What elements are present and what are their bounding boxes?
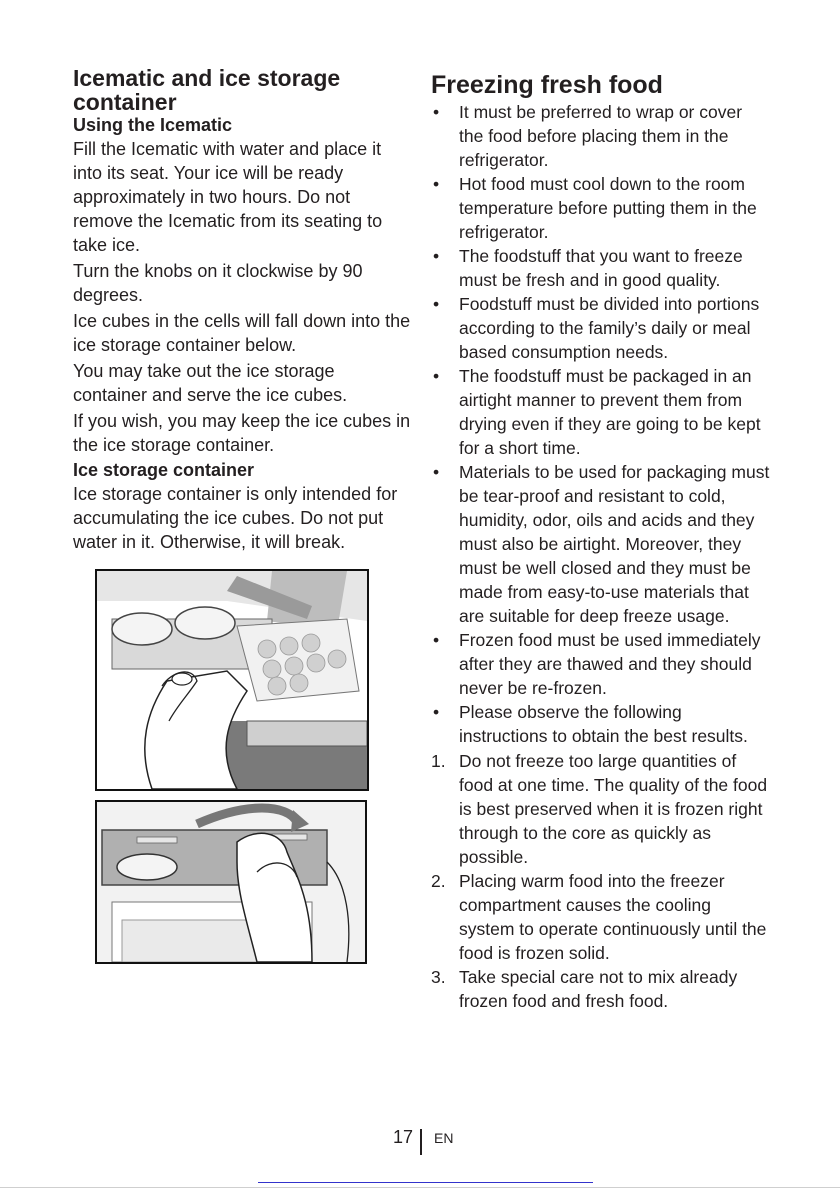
list-item: • It must be preferred to wrap or cover the food before placing them in the refrigerator. <box>431 100 771 172</box>
item-text: Take special care not to mix already frozen food and fresh food. <box>459 967 738 1011</box>
footer-divider <box>420 1129 422 1155</box>
using-icematic-heading: Using the Icematic <box>73 115 233 135</box>
list-item: • Materials to be used for packaging must be tear-proof and resistant to cold, humidity, odor, oils and acids and they must also be airtight. Moreover, they must be well closed and they must be made from easy-to-use materials that are suitable for deep freeze usage. <box>431 460 771 628</box>
list-item: • Please observe the following instructions to obtain the best results. <box>431 700 771 748</box>
paragraph: Fill the Icematic with water and place it into its seat. Your ice will be ready approximately in two hours. Do not remove the Icematic from its seating to take ice. <box>73 139 383 255</box>
bottom-link-line <box>258 1182 593 1183</box>
freezing-title: Freezing fresh food <box>431 71 663 99</box>
list-item: • Frozen food must be used immediately after they are thawed and they should never be re-frozen. <box>431 628 771 700</box>
icematic-illustration <box>95 569 369 791</box>
paragraph: Ice cubes in the cells will fall down into the ice storage container below. <box>73 311 411 355</box>
bullet-list <box>431 100 771 748</box>
knob-turning-illustration <box>95 800 367 964</box>
page-number: 17 <box>392 1127 413 1147</box>
left-column <box>73 66 413 556</box>
item-number: 1. <box>431 751 446 771</box>
page-footer <box>0 1127 840 1157</box>
icematic-title: Icematic and ice storage container <box>73 65 341 115</box>
language-code: EN <box>434 1130 454 1146</box>
right-column <box>431 66 771 1013</box>
list-item <box>431 869 771 965</box>
paragraph: Ice storage container is only intended for accumulating the ice cubes. Do not put water in it. Otherwise, it will break. <box>73 484 398 552</box>
paragraph: If you wish, you may keep the ice cubes in the ice storage container. <box>73 411 411 455</box>
item-number: 2. <box>431 871 446 891</box>
icematic-drawing <box>97 571 367 789</box>
list-item: • Hot food must cool down to the room temperature before putting them in the refrigerator. <box>431 172 771 244</box>
list-item: • Foodstuff must be divided into portions according to the family’s daily or meal based consumption needs. <box>431 292 771 364</box>
ice-storage-heading: Ice storage container <box>73 460 255 480</box>
bottom-rule <box>0 1187 840 1188</box>
numbered-list <box>431 749 771 1013</box>
paragraph: You may take out the ice storage container and serve the ice cubes. <box>73 361 348 405</box>
list-item <box>431 965 771 1013</box>
list-item: • The foodstuff must be packaged in an airtight manner to prevent them from drying even if they are going to be kept for a short time. <box>431 364 771 460</box>
item-number: 3. <box>431 967 446 987</box>
paragraph: Turn the knobs on it clockwise by 90 degrees. <box>73 261 363 305</box>
knob-drawing <box>97 802 365 962</box>
list-item: • The foodstuff that you want to freeze must be fresh and in good quality. <box>431 244 771 292</box>
item-text: Do not freeze too large quantities of food at one time. The quality of the food is best preserved when it is frozen right through to the core as quickly as possible. <box>459 751 768 867</box>
list-item <box>431 749 771 869</box>
item-text: Placing warm food into the freezer compartment causes the cooling system to operate continuously until the food is frozen solid. <box>459 871 767 963</box>
